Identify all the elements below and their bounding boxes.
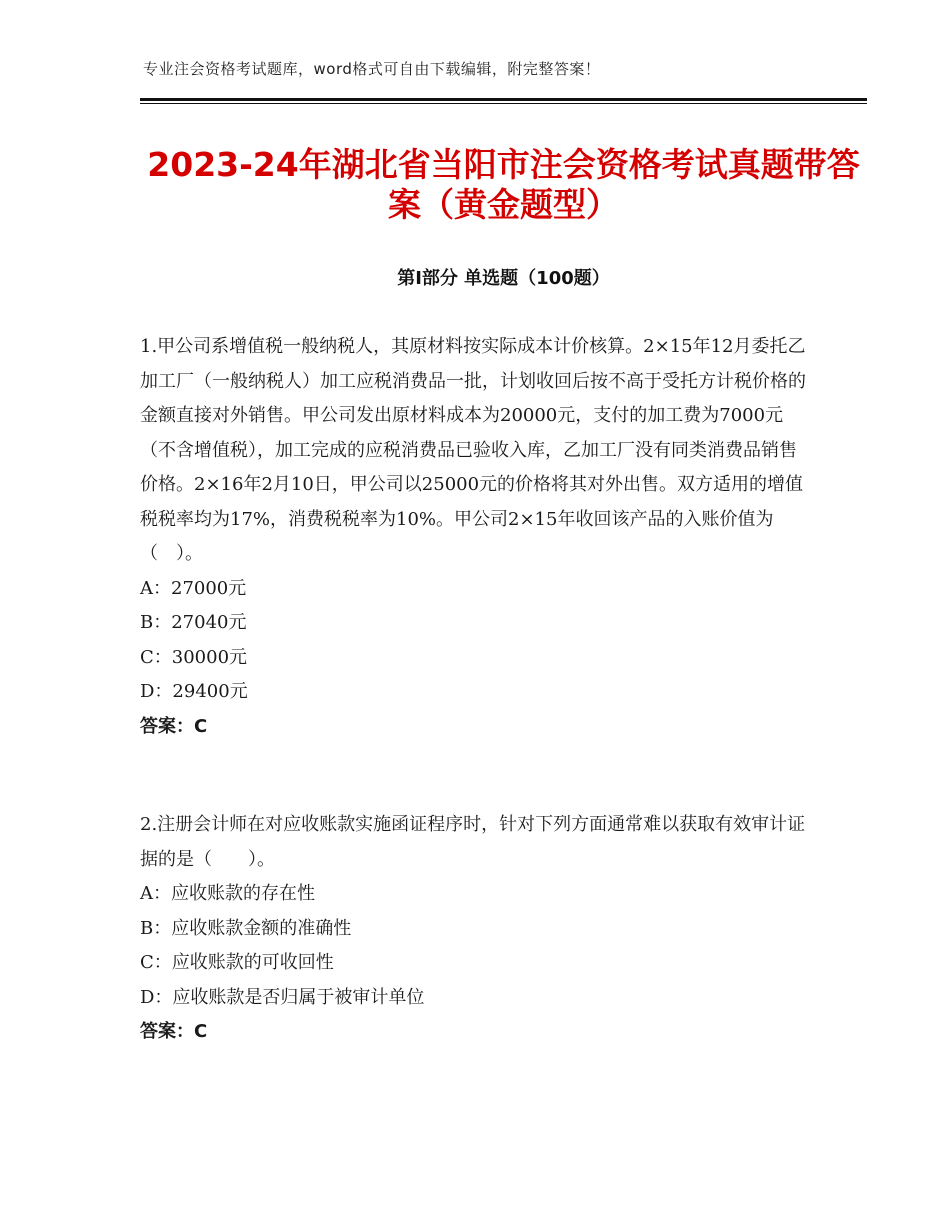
option-b: B：27040元 — [140, 612, 247, 633]
header-rule-thin — [140, 103, 867, 104]
option-c: C：应收账款的可收回性 — [140, 952, 334, 973]
option-d: D：应收账款是否归属于被审计单位 — [140, 986, 425, 1008]
question-1 — [140, 330, 808, 744]
header-note: 专业注会资格考试题库，word格式可自由下载编辑，附完整答案！ — [143, 60, 601, 78]
document-title: 2023-24年湖北省当阳市注会资格考试真题带答案（黄金题型） — [147, 145, 860, 224]
option-d: D：29400元 — [140, 681, 248, 702]
question-stem: 2.注册会计师在对应收账款实施函证程序时，针对下列方面通常难以获取有效审计证据的是（ ）。 — [140, 814, 806, 870]
section-title: 第Ⅰ部分 单选题（100题） — [397, 268, 610, 289]
header-rule-thick — [140, 98, 867, 101]
option-a: A：应收账款的存在性 — [140, 883, 315, 904]
option-b: B：应收账款金额的准确性 — [140, 917, 352, 939]
answer: 答案：C — [140, 715, 208, 737]
answer: 答案：C — [140, 1021, 208, 1042]
question-2 — [140, 808, 808, 1050]
question-stem: 1.甲公司系增值税一般纳税人，其原材料按实际成本计价核算。2×15年12月委托乙加工厂（一般纳税人）加工应税消费品一批，计划收回后按不高于受托方计税价格的金额直接对外销售。甲公司发出原材料成本为20000元，支付的加工费为7000元（不含增值税），加工完成的应税消费品已验收入库，乙加工厂没有同类消费品销售价格。2×16年2月10日，甲公司以25000元的价格将其对外出售。双方适用的增值税税率均为17%，消费税税率为10%。甲公司2×15年收回该产品的入账价值为（ ）。 — [140, 336, 806, 564]
option-c: C：30000元 — [140, 646, 248, 668]
option-a: A：27000元 — [140, 577, 247, 599]
